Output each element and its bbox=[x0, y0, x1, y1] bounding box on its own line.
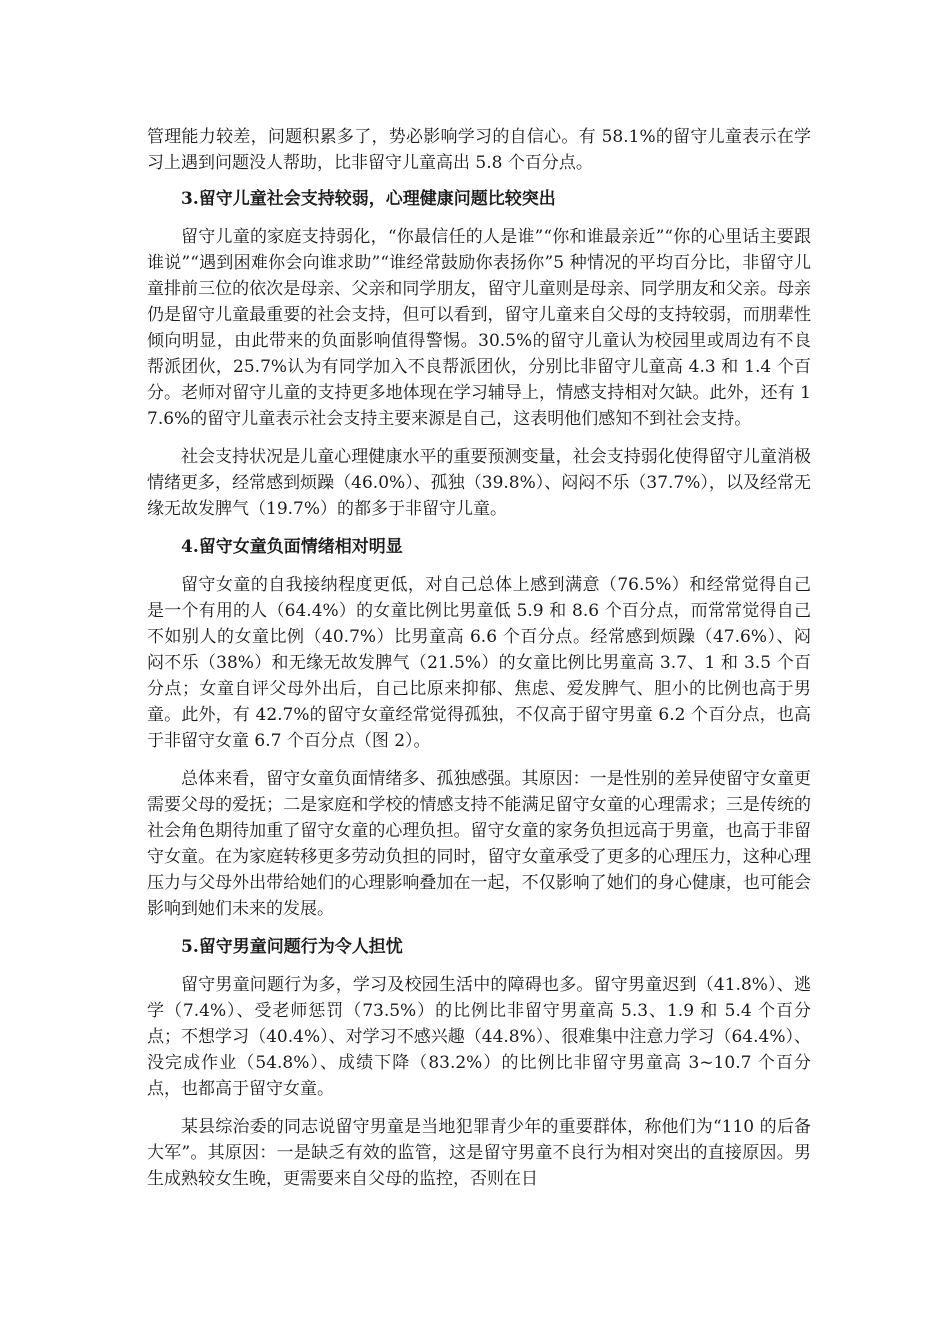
section-heading-3: 3.留守儿童社会支持较弱，心理健康问题比较突出 bbox=[181, 189, 556, 209]
document-body bbox=[147, 124, 811, 1204]
paragraph-social-support: 留守儿童的家庭支持弱化，“你最信任的人是谁”“你和谁最亲近”“你的心里话主要跟谁说”“遇到困难你会向谁求助”“谁经常鼓励你表扬你”5 种情况的平均百分比，非留守儿童排前三位的依次是母亲、父亲和同学朋友，留守儿童则是母亲、同学朋友和父亲。母亲仍是留守儿童最重要的社会支持，但可以看到，留守儿童来自父母的支持较弱，而朋辈性倾向明显，由此带来的负面影响值得警惕。30.5%的留守儿童认为校园里或周边有不良帮派团伙，25.7%认为有同学加入不良帮派团伙，分别比非留守儿童高 4.3 和 1.4 个百分。老师对留守儿童的支持更多地体现在学习辅导上，情感支持相对欠缺。此外，还有 17.6%的留守儿童表示社会支持主要来源是自己，这表明他们感知不到社会支持。 bbox=[147, 227, 811, 429]
paragraph-mental-health: 社会支持状况是儿童心理健康水平的重要预测变量，社会支持弱化使得留守儿童消极情绪更多，经常感到烦躁（46.0%）、孤独（39.8%）、闷闷不乐（37.7%），以及经常无缘无故发脾气（19.7%）的都多于非留守儿童。 bbox=[147, 447, 811, 519]
paragraph-boys-causes: 某县综治委的同志说留守男童是当地犯罪青少年的重要群体，称他们为“110 的后备大军”。其原因：一是缺乏有效的监管，这是留守男童不良行为相对突出的直接原因。男生成熟较女生晚，更需要来自父母的监控，否则在日 bbox=[147, 1117, 811, 1189]
section-heading-4: 4.留守女童负面情绪相对明显 bbox=[181, 537, 403, 557]
paragraph-continued: 管理能力较差，问题积累多了，势必影响学习的自信心。有 58.1%的留守儿童表示在学习上遇到问题没人帮助，比非留守儿童高出 5.8 个百分点。 bbox=[147, 127, 811, 173]
paragraph-girls-self-acceptance: 留守女童的自我接纳程度更低，对自己总体上感到满意（76.5%）和经常觉得自己是一个有用的人（64.4%）的女童比例比男童低 5.9 和 8.6 个百分点，而常常觉得自己不如别人的女童比例（40.7%）比男童高 6.6 个百分点。经常感到烦躁（47.6%）、闷闷不乐（38%）和无缘无故发脾气（21.5%）的女童比例比男童高 3.7、1 和 3.5 个百分点；女童自评父母外出后，自己比原来抑郁、焦虑、爱发脾气、胆小的比例也高于男童。此外，有 42.7%的留守女童经常觉得孤独，不仅高于留守男童 6.2 个百分点，也高于非留守女童 6.7 个百分点（图 2）。 bbox=[147, 575, 811, 751]
paragraph-boys-behavior: 留守男童问题行为多，学习及校园生活中的障碍也多。留守男童迟到（41.8%）、逃学（7.4%）、受老师惩罚（73.5%）的比例比非留守男童高 5.3、1.9 和 5.4 个百分点；不想学习（40.4%）、对学习不感兴趣（44.8%）、很难集中注意力学习（64.4%）、没完成作业（54.8%）、成绩下降（83.2%）的比例比非留守男童高 3~10.7 个百分点，也都高于留守女童。 bbox=[147, 975, 811, 1099]
section-heading-5: 5.留守男童问题行为令人担忧 bbox=[181, 937, 403, 957]
paragraph-girls-summary: 总体来看，留守女童负面情绪多、孤独感强。其原因：一是性别的差异使留守女童更需要父母的爱抚；二是家庭和学校的情感支持不能满足留守女童的心理需求；三是传统的社会角色期待加重了留守女童的心理负担。留守女童的家务负担远高于男童，也高于非留守女童。在为家庭转移更多劳动负担的同时，留守女童承受了更多的心理压力，这种心理压力与父母外出带给她们的心理影响叠加在一起，不仅影响了她们的身心健康，也可能会影响到她们未来的发展。 bbox=[147, 769, 811, 919]
